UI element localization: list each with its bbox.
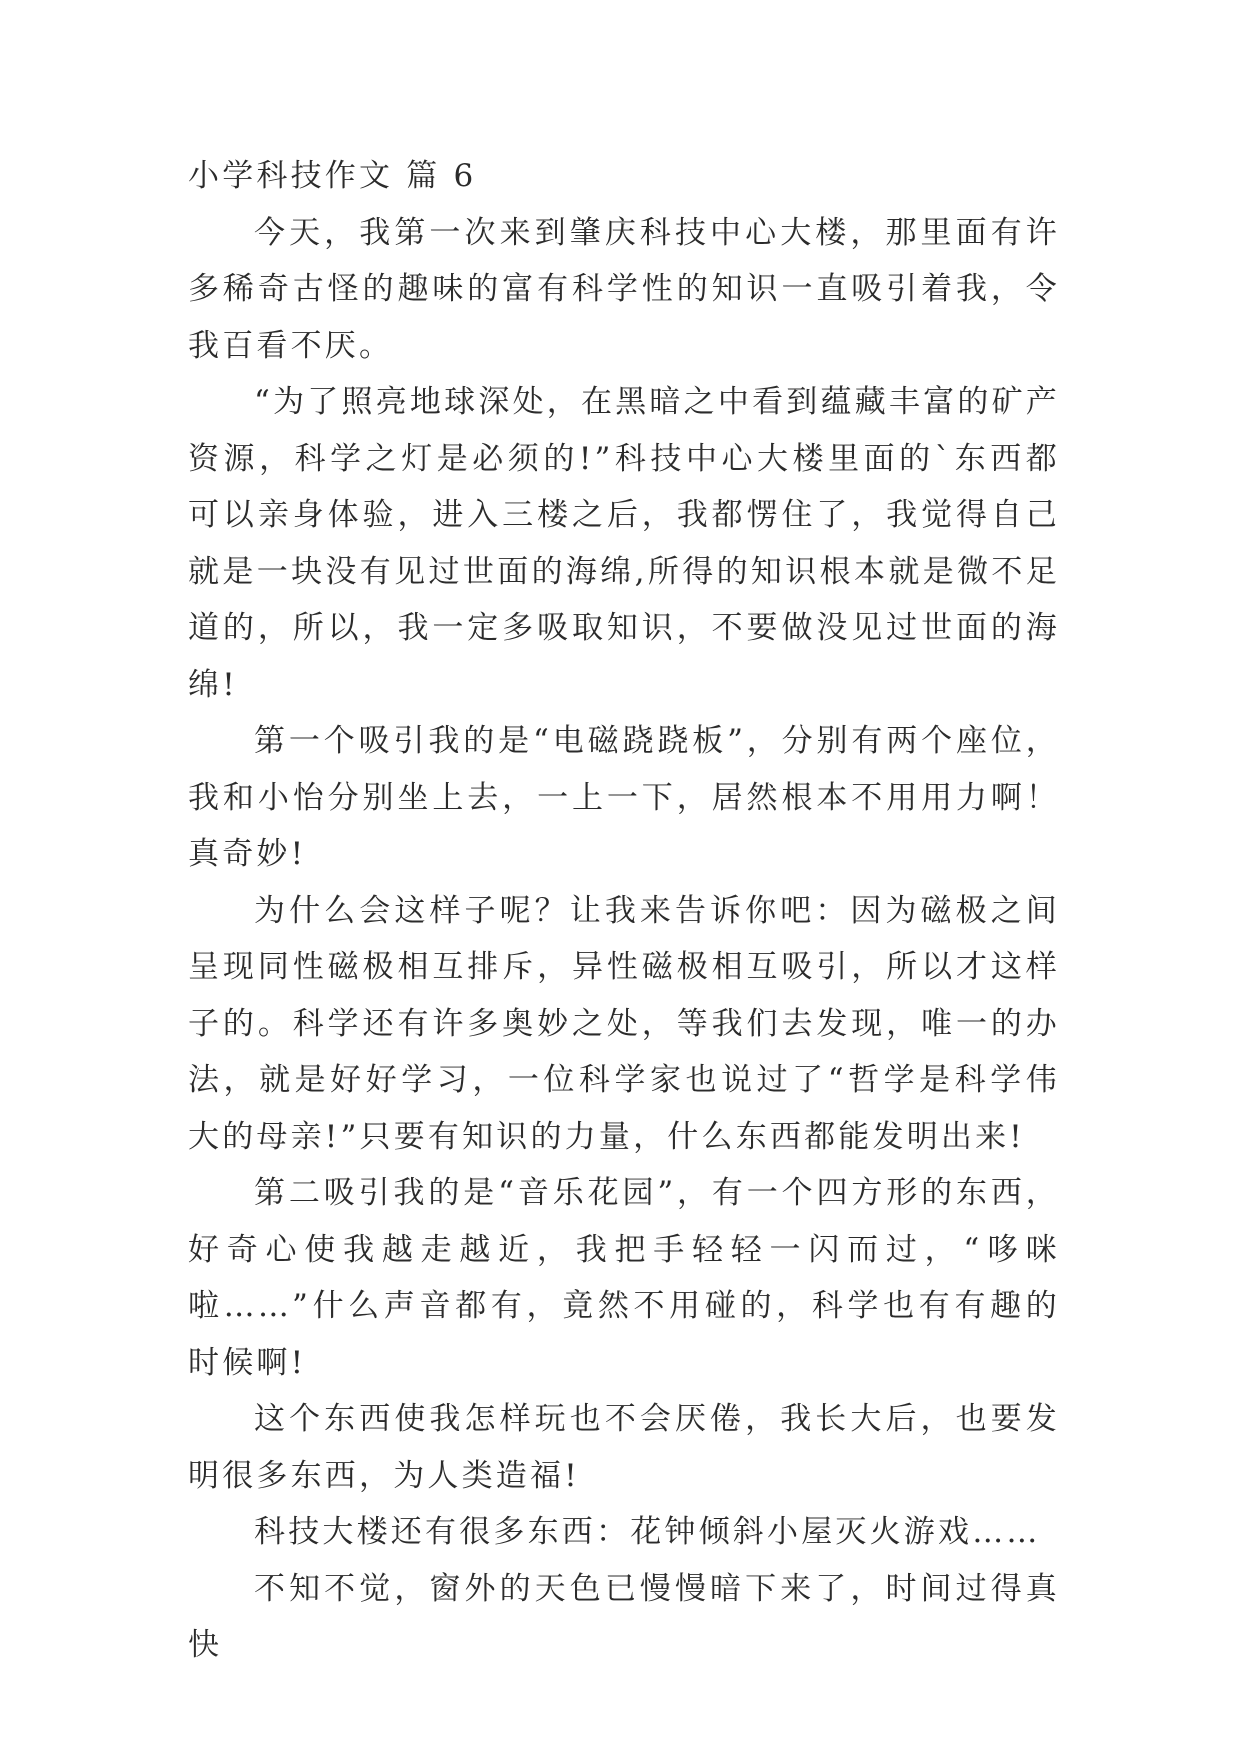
paragraph-7: 科技大楼还有很多东西：花钟倾斜小屋灭火游戏…… [254, 1514, 1041, 1550]
paragraph-2: “为了照亮地球深处，在黑暗之中看到蕴藏丰富的矿产资源，科学之灯是必须的!”科技中心大楼里面的`东西都可以亲身体验，进入三楼之后，我都愣住了，我觉得自己就是一块没有见过世面的海绵,所得的知识根本就是微不足道的，所以，我一定多吸取知识，不要做没见过世面的海绵! [188, 384, 1060, 703]
paragraph-1: 今天，我第一次来到肇庆科技中心大楼，那里面有许多稀奇古怪的趣味的富有科学性的知识一直吸引着我，令我百看不厌。 [188, 214, 1060, 364]
document-title: 小学科技作文 篇 6 [188, 158, 477, 194]
paragraph-4: 为什么会这样子呢？让我来告诉你吧：因为磁极之间呈现同性磁极相互排斥，异性磁极相互吸引，所以才这样子的。科学还有许多奥妙之处，等我们去发现，唯一的办法，就是好好学习，一位科学家也说过了“哲学是科学伟大的母亲!”只要有知识的力量，什么东西都能发明出来! [188, 892, 1060, 1155]
paragraph-5: 第二吸引我的是“音乐花园”，有一个四方形的东西，好奇心使我越走越近，我把手轻轻一闪而过，“哆咪啦……”什么声音都有，竟然不用碰的，科学也有有趣的时候啊! [188, 1175, 1060, 1381]
paragraph-6: 这个东西使我怎样玩也不会厌倦，我长大后，也要发明很多东西，为人类造福! [188, 1401, 1060, 1494]
paragraph-3: 第一个吸引我的是“电磁跷跷板”，分别有两个座位，我和小怡分别坐上去，一上一下，居然根本不用用力啊！真奇妙! [188, 723, 1060, 872]
document-body [188, 148, 1060, 1674]
paragraph-8: 不知不觉，窗外的天色已慢慢暗下来了，时间过得真快 [188, 1570, 1060, 1663]
